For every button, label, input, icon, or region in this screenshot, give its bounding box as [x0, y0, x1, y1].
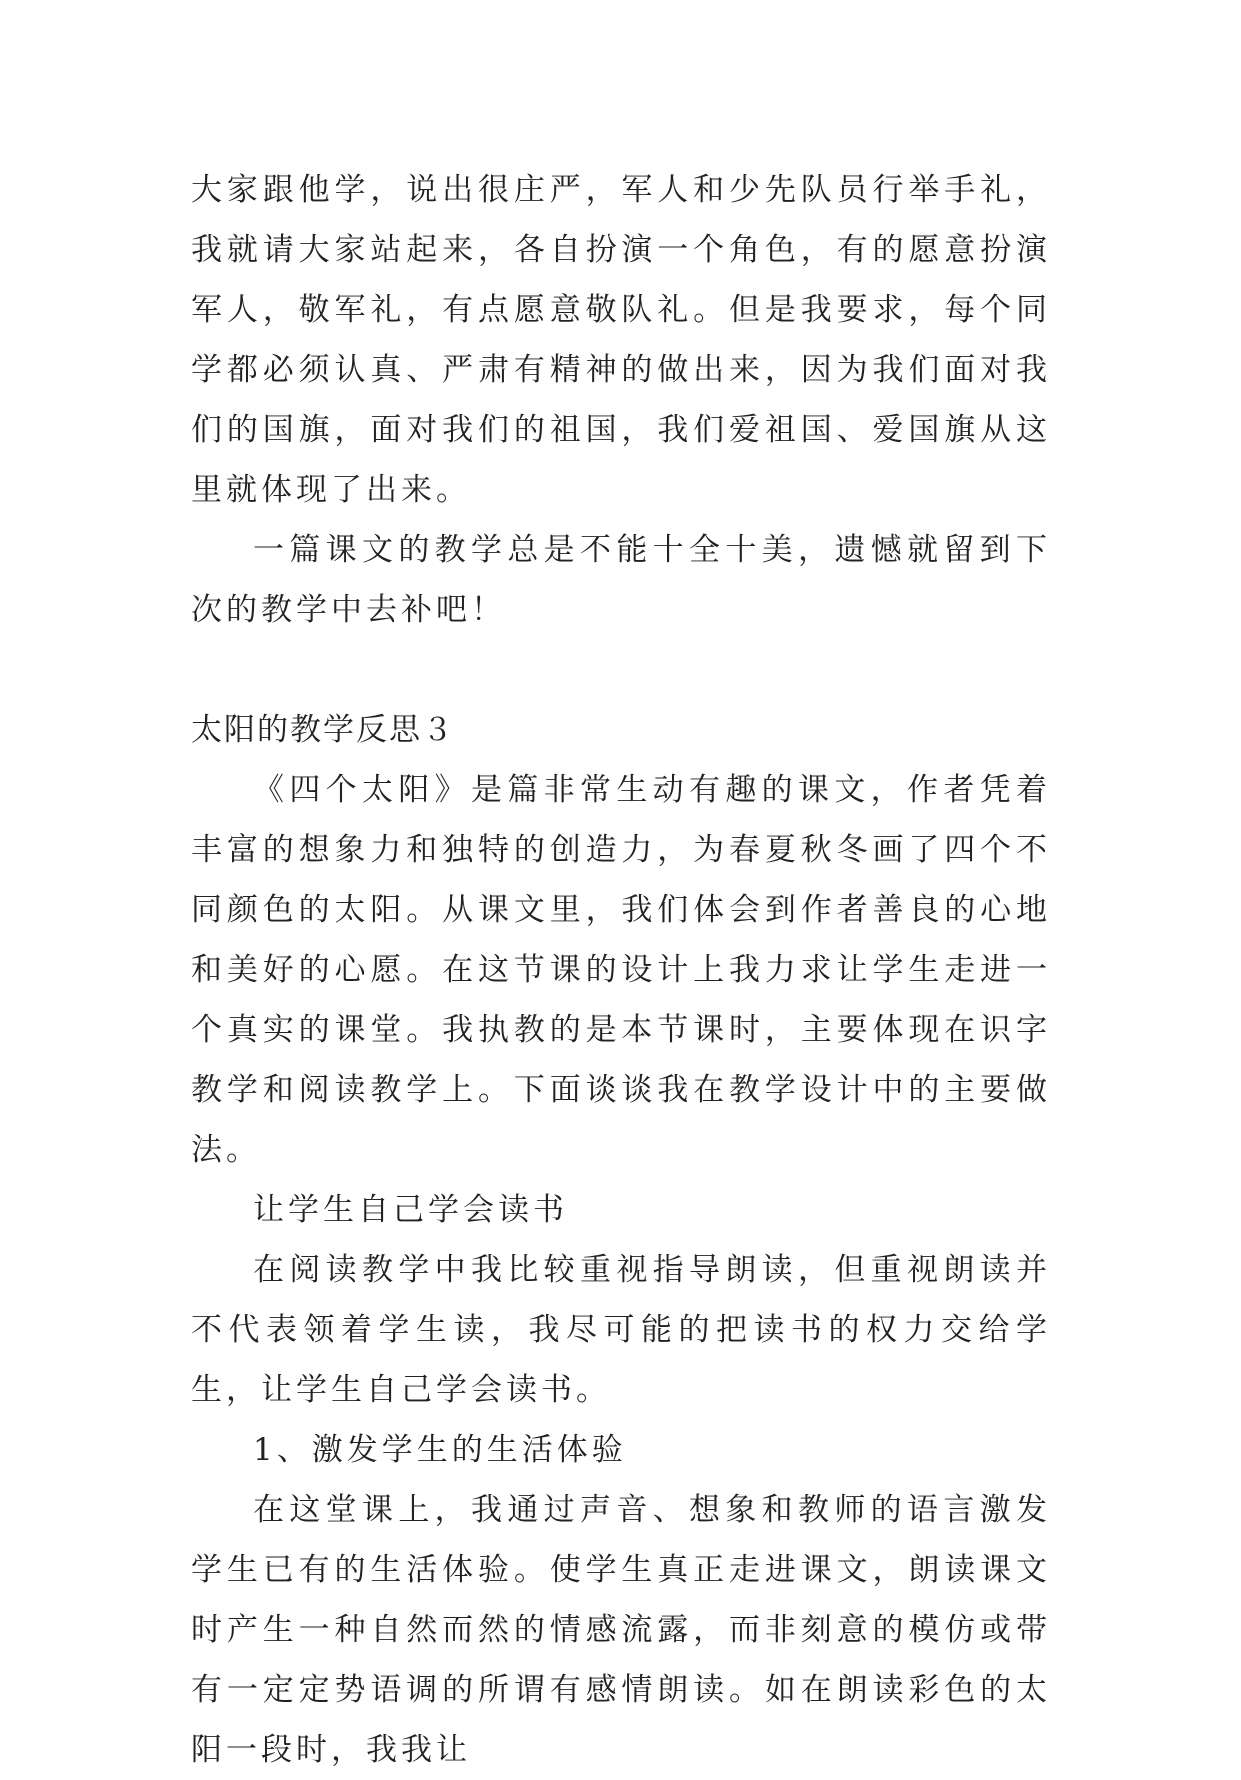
paragraph-life-experience: 在这堂课上，我通过声音、想象和教师的语言激发学生已有的生活体验。使学生真正走进课文，朗读课文时产生一种自然而然的情感流露，而非刻意的模仿或带有一定定势语调的所谓有感情朗读。如在朗读彩色的太阳一段时，我我让	[191, 1492, 1051, 1768]
paragraph-continuation: 大家跟他学，说出很庄严，军人和少先队员行举手礼，我就请大家站起来，各自扮演一个角色，有的愿意扮演军人，敬军礼，有点愿意敬队礼。但是我要求，每个同学都必须认真、严肃有精神的做出来，因为我们面对我们的国旗，面对我们的祖国，我们爱祖国、爱国旗从这里就体现了出来。	[191, 172, 1051, 508]
paragraph-closing-remark: 一篇课文的教学总是不能十全十美，遗憾就留到下次的教学中去补吧！	[191, 532, 1051, 628]
section-title: 太阳的教学反思３	[191, 712, 455, 748]
paragraph-intro: 《四个太阳》是篇非常生动有趣的课文，作者凭着丰富的想象力和独特的创造力，为春夏秋冬画了四个不同颜色的太阳。从课文里，我们体会到作者善良的心地和美好的心愿。在这节课的设计上我力求让学生走进一个真实的课堂。我执教的是本节课时，主要体现在识字教学和阅读教学上。下面谈谈我在教学设计中的主要做法。	[191, 772, 1051, 1168]
subheading-self-reading: 让学生自己学会读书	[253, 1192, 568, 1228]
document-body	[191, 160, 1051, 1780]
subheading-life-experience: 1、激发学生的生活体验	[253, 1432, 627, 1468]
paragraph-reading-guidance: 在阅读教学中我比较重视指导朗读，但重视朗读并不代表领着学生读，我尽可能的把读书的权力交给学生，让学生自己学会读书。	[191, 1252, 1051, 1408]
